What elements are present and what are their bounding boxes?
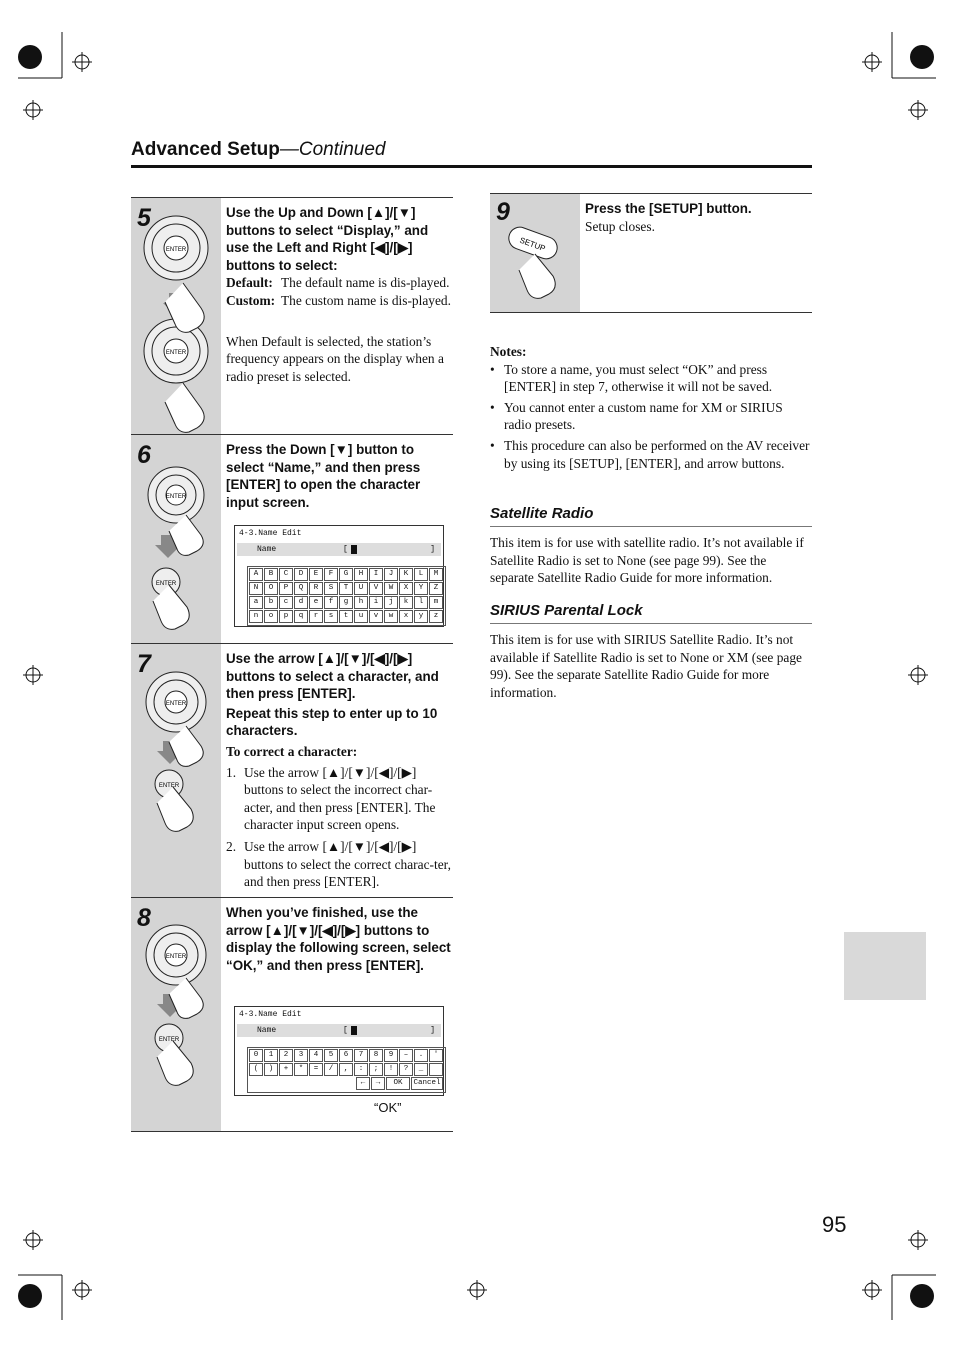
character-key[interactable]: k bbox=[399, 596, 413, 609]
character-key[interactable]: x bbox=[399, 610, 413, 623]
grid-row bbox=[249, 610, 444, 624]
character-key[interactable]: K bbox=[399, 568, 413, 581]
character-key[interactable]: ; bbox=[369, 1063, 383, 1076]
svg-text:ENTER: ENTER bbox=[155, 581, 177, 587]
character-key[interactable]: = bbox=[309, 1063, 323, 1076]
steps-bottom-rule bbox=[131, 1131, 453, 1132]
grid-row bbox=[249, 582, 444, 596]
character-key[interactable]: N bbox=[249, 582, 263, 595]
character-key[interactable]: – bbox=[399, 1049, 413, 1062]
step-7 bbox=[131, 643, 453, 898]
character-key[interactable]: A bbox=[249, 568, 263, 581]
character-key[interactable]: ? bbox=[399, 1063, 413, 1076]
character-key[interactable]: 0 bbox=[249, 1049, 263, 1062]
character-key[interactable]: + bbox=[279, 1063, 293, 1076]
character-key[interactable]: X bbox=[399, 582, 413, 595]
character-key[interactable]: h bbox=[354, 596, 368, 609]
grid-row bbox=[249, 1063, 444, 1077]
page-header bbox=[131, 139, 386, 161]
name-edit-screen bbox=[234, 525, 444, 627]
character-key[interactable]: C bbox=[279, 568, 293, 581]
character-key[interactable]: v bbox=[369, 610, 383, 623]
character-key[interactable]: d bbox=[294, 596, 308, 609]
step-5-instruction: Use the Up and Down [▲]/[▼] buttons to select “Display,” and use the Left and Right [◀]/[▶] buttons to select: bbox=[226, 205, 429, 273]
character-key[interactable]: Q bbox=[294, 582, 308, 595]
step-8 bbox=[131, 897, 453, 1132]
grid-row bbox=[249, 1049, 444, 1063]
character-key[interactable]: z bbox=[429, 610, 443, 623]
step-7-instruction: Use the arrow [▲]/[▼]/[◀]/[▶] buttons to select a character, and then press [ENTER]. bbox=[226, 651, 439, 702]
character-key[interactable]: t bbox=[339, 610, 353, 623]
side-tab bbox=[844, 932, 926, 1000]
character-key[interactable]: 5 bbox=[324, 1049, 338, 1062]
character-key[interactable]: . bbox=[414, 1049, 428, 1062]
character-key[interactable]: G bbox=[339, 568, 353, 581]
character-key[interactable]: ) bbox=[264, 1063, 278, 1076]
correction-steps bbox=[226, 764, 454, 891]
text-cursor bbox=[351, 1026, 357, 1035]
character-key[interactable]: r bbox=[309, 610, 323, 623]
step-number: 7 bbox=[137, 650, 151, 678]
character-key[interactable]: p bbox=[279, 610, 293, 623]
character-key[interactable]: 6 bbox=[339, 1049, 353, 1062]
header-continued: —Continued bbox=[279, 139, 386, 160]
character-key[interactable]: ( bbox=[249, 1063, 263, 1076]
step-5 bbox=[131, 197, 453, 435]
character-key[interactable]: : bbox=[354, 1063, 368, 1076]
step-9-text bbox=[585, 200, 810, 235]
svg-text:ENTER: ENTER bbox=[165, 954, 187, 960]
screen-title: 4-3.Name Edit bbox=[239, 529, 302, 538]
notes bbox=[490, 343, 812, 475]
character-key[interactable]: H bbox=[354, 568, 368, 581]
notes-list bbox=[490, 361, 812, 473]
grid-row bbox=[249, 568, 444, 582]
svg-text:ENTER: ENTER bbox=[165, 350, 187, 356]
step-7-illustration bbox=[131, 644, 221, 898]
step-5-note: When Default is selected, the station’s frequency appears on the display when a radio preset is selected. bbox=[226, 333, 444, 384]
step-6 bbox=[131, 434, 453, 644]
character-key[interactable]: B bbox=[264, 568, 278, 581]
character-key[interactable]: 2 bbox=[279, 1049, 293, 1062]
character-key[interactable]: , bbox=[339, 1063, 353, 1076]
enter-button-icon bbox=[131, 898, 221, 1132]
character-key[interactable]: / bbox=[324, 1063, 338, 1076]
step-number: 6 bbox=[137, 441, 151, 469]
name-edit-screen bbox=[234, 1006, 444, 1096]
character-key[interactable]: * bbox=[294, 1063, 308, 1076]
character-key[interactable]: a bbox=[249, 596, 263, 609]
character-key[interactable]: l bbox=[414, 596, 428, 609]
step-7-text bbox=[226, 650, 454, 895]
character-key[interactable]: 7 bbox=[354, 1049, 368, 1062]
step-6-instruction: Press the Down [▼] button to select “Name,” and then press [ENTER] to open the character input screen. bbox=[226, 442, 421, 510]
section-body: This item is for use with satellite radio. It’s not available if Satellite Radio is set to None (see page 99). See the separate Satellite Radio Guide for more information. bbox=[490, 535, 804, 586]
character-key[interactable]: m bbox=[429, 596, 443, 609]
character-key[interactable]: 9 bbox=[384, 1049, 398, 1062]
text-cursor bbox=[351, 545, 357, 554]
character-key[interactable]: J bbox=[384, 568, 398, 581]
character-key[interactable]: O bbox=[264, 582, 278, 595]
step-7-subhead: To correct a character: bbox=[226, 743, 358, 759]
character-key[interactable]: g bbox=[339, 596, 353, 609]
character-key[interactable]: 4 bbox=[309, 1049, 323, 1062]
character-key[interactable]: Y bbox=[414, 582, 428, 595]
step-7-instruction-repeat: Repeat this step to enter up to 10 characters. bbox=[226, 705, 438, 739]
character-key[interactable]: S bbox=[324, 582, 338, 595]
arrow-key[interactable]: → bbox=[371, 1077, 385, 1090]
svg-text:ENTER: ENTER bbox=[165, 247, 187, 253]
character-key[interactable]: w bbox=[384, 610, 398, 623]
ok-key[interactable]: OK bbox=[386, 1077, 410, 1090]
name-field: Name [ ] bbox=[237, 1024, 441, 1037]
name-field: Name [ ] bbox=[237, 543, 441, 556]
grid-row bbox=[249, 596, 444, 610]
svg-text:ENTER: ENTER bbox=[158, 783, 180, 789]
character-key[interactable]: I bbox=[369, 568, 383, 581]
character-key[interactable]: D bbox=[294, 568, 308, 581]
svg-text:ENTER: ENTER bbox=[158, 1037, 180, 1043]
character-key[interactable]: E bbox=[309, 568, 323, 581]
character-key[interactable]: U bbox=[354, 582, 368, 595]
step-8-illustration bbox=[131, 898, 221, 1132]
option-default: Default: The default name is dis-played. bbox=[226, 275, 450, 291]
character-key[interactable]: Z bbox=[429, 582, 443, 595]
page-number: 95 bbox=[822, 1212, 847, 1237]
arrow-key[interactable]: ← bbox=[356, 1077, 370, 1090]
character-grid bbox=[247, 566, 446, 626]
enter-button-icon bbox=[131, 644, 221, 898]
svg-text:SETUP: SETUP bbox=[518, 235, 547, 254]
character-key[interactable]: 1 bbox=[264, 1049, 278, 1062]
character-key[interactable]: y bbox=[414, 610, 428, 623]
character-key[interactable]: R bbox=[309, 582, 323, 595]
character-key[interactable]: M bbox=[429, 568, 443, 581]
list-item: • You cannot enter a custom name for XM or SIRIUS radio presets. bbox=[490, 399, 783, 433]
list-item: • To store a name, you must select “OK” and press [ENTER] in step 7, otherwise it will not be saved. bbox=[490, 361, 773, 395]
character-key[interactable]: F bbox=[324, 568, 338, 581]
header-rule bbox=[131, 165, 812, 168]
character-key[interactable]: e bbox=[309, 596, 323, 609]
step-number: 5 bbox=[137, 204, 151, 232]
step-5-illustration bbox=[131, 198, 221, 435]
character-key[interactable] bbox=[429, 1063, 443, 1076]
character-key[interactable]: s bbox=[324, 610, 338, 623]
character-key[interactable]: o bbox=[264, 610, 278, 623]
step-number: 9 bbox=[496, 198, 510, 226]
step-9 bbox=[490, 193, 812, 313]
character-grid bbox=[247, 1047, 446, 1093]
ok-callout: “OK” bbox=[374, 1100, 402, 1115]
section-heading: Satellite Radio bbox=[490, 505, 812, 527]
character-key[interactable]: n bbox=[249, 610, 263, 623]
character-key[interactable]: c bbox=[279, 596, 293, 609]
step-9-instruction: Press the [SETUP] button. bbox=[585, 201, 752, 216]
list-item: • This procedure can also be performed on the AV receiver by using its [SETUP], [ENTER], and arrow buttons. bbox=[490, 437, 810, 471]
character-key[interactable]: V bbox=[369, 582, 383, 595]
svg-text:ENTER: ENTER bbox=[165, 494, 187, 500]
character-key[interactable]: 8 bbox=[369, 1049, 383, 1062]
step-9-detail: Setup closes. bbox=[585, 218, 655, 234]
notes-heading: Notes: bbox=[490, 344, 527, 359]
option-custom: Custom: The custom name is dis-played. bbox=[226, 292, 451, 308]
list-item: 2. Use the arrow [▲]/[▼]/[◀]/[▶] buttons to select the correct charac-ter, and then press [ENTER]. bbox=[226, 838, 451, 890]
step-number: 8 bbox=[137, 904, 151, 932]
character-key[interactable]: i bbox=[369, 596, 383, 609]
list-item: 1. Use the arrow [▲]/[▼]/[◀]/[▶] buttons to select the incorrect char-acter, and then press [ENTER]. The character input screen opens. bbox=[226, 764, 436, 833]
control-row bbox=[249, 1077, 444, 1091]
character-key[interactable]: W bbox=[384, 582, 398, 595]
screen-title: 4-3.Name Edit bbox=[239, 1010, 302, 1019]
header-title: Advanced Setup bbox=[131, 139, 280, 160]
character-key[interactable]: j bbox=[384, 596, 398, 609]
character-key[interactable]: ! bbox=[384, 1063, 398, 1076]
character-key[interactable]: ' bbox=[429, 1049, 443, 1062]
character-key[interactable]: T bbox=[339, 582, 353, 595]
step-8-text bbox=[226, 904, 454, 974]
character-key[interactable]: L bbox=[414, 568, 428, 581]
section-body: This item is for use with SIRIUS Satellite Radio. It’s not available if Satellite Radio is set to None or XM (see page 99). See the separate Satellite Radio Guide for more information. bbox=[490, 632, 802, 700]
step-8-instruction: When you’ve finished, use the arrow [▲]/[▼]/[◀]/[▶] buttons to display the following screen, select “OK,” and then press [ENTER]. bbox=[226, 905, 451, 973]
section-heading: SIRIUS Parental Lock bbox=[490, 602, 812, 624]
character-key[interactable]: b bbox=[264, 596, 278, 609]
character-key[interactable]: _ bbox=[414, 1063, 428, 1076]
svg-text:ENTER: ENTER bbox=[165, 701, 187, 707]
step-6-text bbox=[226, 441, 454, 511]
character-key[interactable]: f bbox=[324, 596, 338, 609]
character-key[interactable]: q bbox=[294, 610, 308, 623]
step-5-text bbox=[226, 204, 454, 385]
enter-button-icon bbox=[131, 198, 221, 435]
character-key[interactable]: u bbox=[354, 610, 368, 623]
character-key[interactable]: 3 bbox=[294, 1049, 308, 1062]
character-key[interactable]: P bbox=[279, 582, 293, 595]
cancel-key[interactable]: Cancel bbox=[411, 1077, 443, 1090]
